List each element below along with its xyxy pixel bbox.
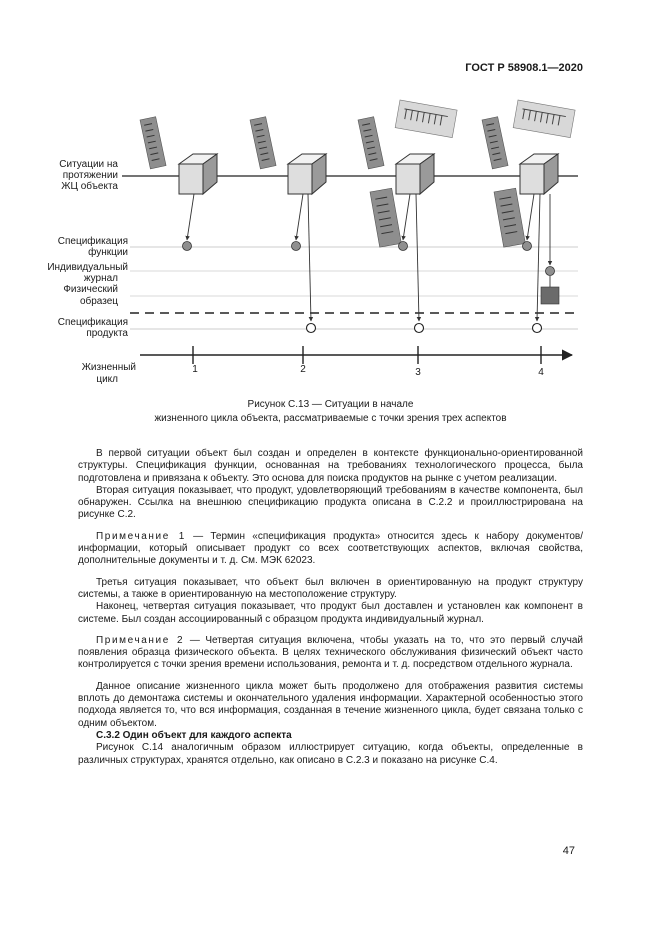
svg-text:ЖЦ объекта: ЖЦ объекта	[61, 181, 118, 192]
svg-text:Жизненный: Жизненный	[81, 362, 136, 373]
plan-sheet-3	[395, 100, 457, 138]
svg-text:журнал: журнал	[83, 273, 118, 284]
svg-text:Индивидуальный: Индивидуальный	[47, 262, 128, 273]
svg-text:Физический: Физический	[63, 284, 118, 295]
note-1	[78, 531, 583, 568]
journal-dot	[546, 267, 555, 276]
paragraph-6: Рисунок С.14 аналогичным образом иллюстрирует ситуацию, когда объекты, определенные в различных структурах, хранятся отдельно, как описано в С.2.3 и показано на рисунке С.4.	[78, 742, 583, 766]
object-cube-2	[288, 154, 326, 194]
doc-sheet-3a	[358, 117, 384, 169]
page-number: 47	[562, 845, 575, 857]
doc-sheet-1	[140, 117, 166, 169]
function-spec-dots	[183, 242, 532, 251]
svg-text:образец: образец	[79, 296, 118, 307]
function-spec-arrows	[187, 194, 534, 240]
svg-text:функции: функции	[88, 247, 128, 258]
lifecycle-figure	[0, 0, 661, 400]
physical-sample-square	[541, 287, 559, 304]
plan-sheet-4	[513, 100, 575, 138]
object-cube-3	[396, 154, 434, 194]
tick-label-3: 3	[415, 367, 421, 378]
product-spec-circles	[307, 324, 542, 333]
row-label-physical	[63, 284, 118, 307]
doc-sheet-4b	[494, 188, 525, 247]
doc-sheet-3b	[370, 188, 401, 247]
note-2-label: Примечание 2	[96, 634, 185, 646]
row-label-lifecycle	[82, 362, 136, 385]
object-cube-4	[520, 154, 558, 194]
paragraph-4: Наконец, четвертая ситуация показывает, что продукт был доставлен и установлен как компонент в системе. Был создан ассоциированный с образцом продукта индивидуальный журнал.	[78, 601, 583, 625]
figure-caption: Рисунок С.13 — Ситуации в начале жизненного цикла объекта, рассматриваемые с точки зрения трех аспектов	[154, 399, 507, 424]
note-1-text: — Термин «спецификация продукта» относится здесь к набору документов/информации, который описывает продукт со всех соответствующих аспектов, включая свойства, дополнительные документы и т. д. См. МЭК 62023.	[78, 530, 584, 567]
row-label-function-spec	[58, 235, 128, 258]
note-2	[78, 635, 583, 672]
row-label-situations	[59, 159, 118, 192]
note-1-label: Примечание 1	[96, 530, 186, 542]
paragraph-5: Данное описание жизненного цикла может быть продолжено для отображения развития системы вплоть до демонтажа системы и окончательного удаления информации. Характерной особенностью этого подхода является то, что вся информация, созданная в течение жизненного цикла, будет связана только с одним объектом.	[78, 680, 583, 729]
row-label-product-spec	[58, 316, 129, 339]
subheading: С.3.2 Один объект для каждого аспекта	[96, 729, 292, 741]
note-2-text: — Четвертая ситуация включена, чтобы указать на то, что это первый случай появления образца физического объекта. В целях технического обслуживания физический объект часто контролируется с точки зрения времени использования, ремонта и т. д. посредством отдельного журнала.	[78, 634, 583, 671]
svg-text:Спецификация: Спецификация	[57, 317, 128, 328]
tick-label-2: 2	[300, 364, 306, 375]
object-cube-1	[179, 154, 217, 194]
document-number: ГОСТ Р 58908.1—2020	[465, 62, 583, 74]
svg-text:цикл: цикл	[96, 374, 118, 385]
svg-text:Ситуации на: Ситуации на	[59, 159, 118, 170]
paragraph-3: Третья ситуация показывает, что объект был включен в ориентированную на продукт структуру системы, а также в ориентированную на местоположение структуру.	[78, 576, 583, 600]
doc-sheet-4a	[482, 117, 508, 169]
paragraph-2: Вторая ситуация показывает, что продукт, удовлетворяющий требованиям в качестве компонента, был обнаружен. Ссылка на внешнюю спецификацию продукта описана в С.2.2 и проиллюстрирована на рисунке С.2.	[78, 484, 583, 521]
svg-text:продукта: продукта	[86, 328, 128, 339]
paragraph-1: В первой ситуации объект был создан и определен в контексте функционально-ориентированной структуры. Спецификация функции, основанная на требованиях технологического процесса, была подготовлена и привязана к объекту. Это основа для поиска продуктов на рынке с учетом реализации.	[78, 448, 583, 484]
tick-label-4: 4	[538, 367, 544, 378]
tick-label-1: 1	[192, 364, 198, 375]
row-label-journal	[47, 262, 128, 284]
svg-text:Спецификация: Спецификация	[57, 236, 128, 247]
doc-sheet-2	[250, 117, 276, 169]
body-text	[78, 448, 583, 767]
svg-text:протяжении: протяжении	[62, 170, 118, 181]
